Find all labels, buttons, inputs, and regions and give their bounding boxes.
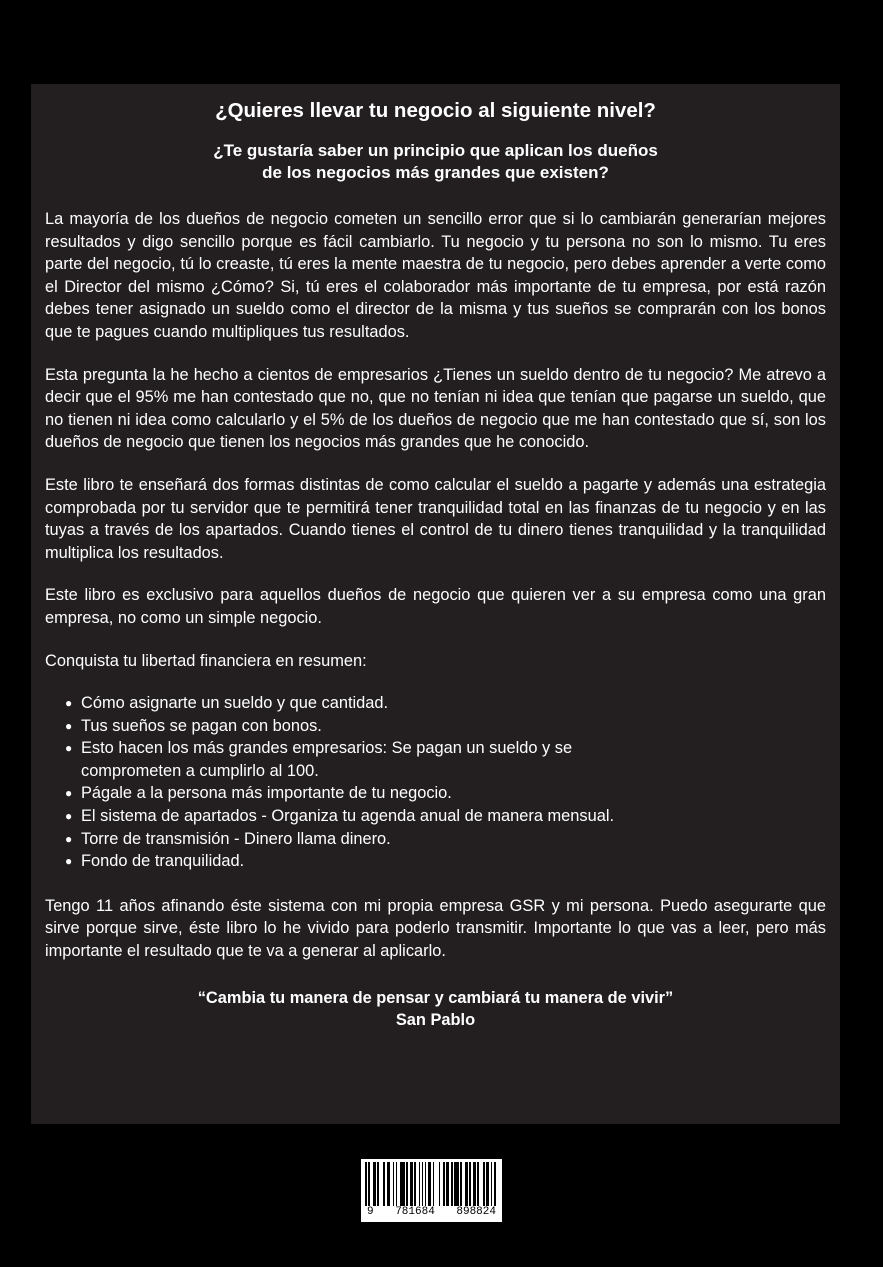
subtitle-line-2: de los negocios más grandes que existen?: [262, 163, 609, 182]
quote-author: San Pablo: [395, 1010, 476, 1029]
back-cover-panel: [31, 84, 840, 1124]
list-item: ● El sistema de apartados - Organiza tu agenda anual de manera mensual.: [65, 805, 826, 828]
isbn-barcode: [361, 1159, 502, 1222]
page-title: ¿Quieres llevar tu negocio al siguiente nivel?: [215, 99, 656, 122]
paragraph-question: Esta pregunta la he hecho a cientos de empresarios ¿Tienes un sueldo dentro de tu negocio? Me atrevo a decir que el 95% me han contestado que no, que no tenían ni idea que tenían que pagarse un sueldo, que no tienen ni idea como calcularlo y el 5% de los dueños de negocio que me han contestado que sí, son los dueños de negocio que tienen los negocios más grandes que he conocido.: [45, 365, 826, 452]
isbn-number: [365, 1206, 498, 1218]
barcode-stripe: [496, 1162, 498, 1206]
isbn-right-group: 898824: [456, 1206, 496, 1218]
list-item: ● Fondo de tranquilidad.: [65, 850, 826, 873]
paragraph-book-teaches: Este libro te enseñará dos formas distintas de como calcular el sueldo a pagarte y además una estrategia comprobada por tu servidor que te permitirá tener tranquilidad total en las finanzas de tu negocio y en las tuyas a través de los apartados. Cuando tienes el control de tu dinero tienes tranquilidad y la tranquilidad multiplica los resultados.: [45, 475, 826, 562]
list-item: ● Tus sueños se pagan con bonos.: [65, 715, 826, 738]
list-item: ● Cómo asignarte un sueldo y que cantidad.: [65, 692, 826, 715]
paragraph-intro: La mayoría de los dueños de negocio cometen un sencillo error que si lo cambiarán generarían mejores resultados y digo sencillo porque es fácil cambiarlo. Tu negocio y tu persona no son lo mismo. Tu eres parte del negocio, tú lo creaste, tú eres la mente maestra de tu negocio, pero debes aprender a verte como el Director del mismo ¿Cómo? Si, tú eres el colaborador más importante de tu empresa, por está razón debes tener asignado un sueldo como el director de la misma y tus sueños se comprarán con los bonos que te pagues cuando multipliques tus resultados.: [45, 210, 826, 341]
paragraph-closing: Tengo 11 años afinando éste sistema con mi propia empresa GSR y mi persona. Puedo asegurarte que sirve porque sirve, éste libro lo he vivido para poderlo transmitir. Importante lo que vas a leer, pero más importante el resultado que te va a generar al aplicarlo.: [45, 896, 826, 961]
quote: “Cambia tu manera de pensar y cambiará tu manera de vivir”: [197, 988, 674, 1007]
barcode-bars: [365, 1162, 498, 1206]
subtitle: [45, 140, 826, 184]
isbn-first-digit: 9: [367, 1206, 374, 1218]
subtitle-line-1: ¿Te gustaría saber un principio que aplican los dueños: [213, 141, 658, 160]
summary-list: [45, 692, 826, 873]
paragraph-summary-intro: Conquista tu libertad financiera en resumen:: [45, 651, 367, 670]
isbn-left-group: 781684: [395, 1206, 435, 1218]
paragraph-exclusive: Este libro es exclusivo para aquellos dueños de negocio que quieren ver a su empresa como una gran empresa, no como un simple negocio.: [45, 586, 826, 627]
list-item: ● Esto hacen los más grandes empresarios: Se pagan un sueldo y se comprometen a cumplirlo al 100.: [65, 737, 621, 782]
list-item: ● Págale a la persona más importante de tu negocio.: [65, 782, 826, 805]
list-item: ● Torre de transmisión - Dinero llama dinero.: [65, 828, 826, 851]
